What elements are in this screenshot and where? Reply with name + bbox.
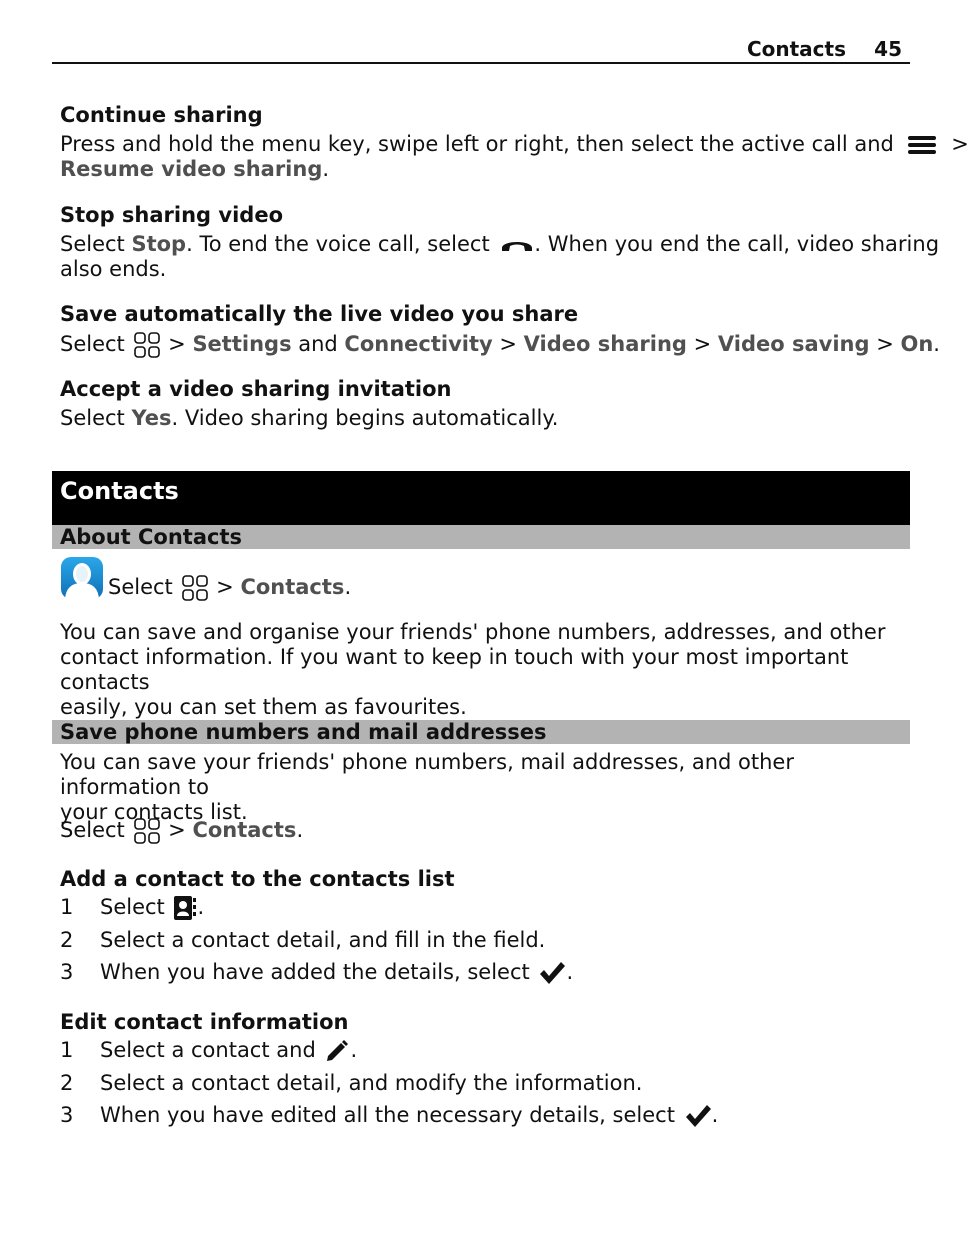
ui-yes: Yes [131, 406, 172, 430]
accept-invitation-heading: Accept a video sharing invitation [60, 377, 452, 401]
ui-video-sharing: Video sharing [523, 332, 687, 356]
checkmark-icon [684, 1103, 712, 1129]
ui-settings: Settings [192, 332, 292, 356]
save-automatically-section: Save automatically the live video you share Select > Settings and Connectivity > Video sharing > Video saving > On. [60, 301, 910, 359]
about-contacts-bar [52, 525, 910, 549]
checkmark-icon [538, 960, 566, 986]
stop-sharing-section: Stop sharing video Select Stop. To end the voice call, select . When you end the call, video sharing also ends. [60, 203, 940, 281]
ui-contacts: Contacts [192, 818, 297, 842]
ui-connectivity: Connectivity [344, 332, 493, 356]
about-contacts-select-line: Select > Contacts. [60, 556, 910, 602]
save-numbers-title: Save phone numbers and mail addresses [60, 720, 547, 744]
ui-video-saving: Video saving [717, 332, 870, 356]
accept-invitation-section: Accept a video sharing invitation Select Yes. Video sharing begins automatically. [60, 376, 910, 431]
pencil-icon [324, 1038, 350, 1064]
path-separator: > [951, 132, 969, 156]
add-contact-icon [173, 895, 197, 921]
stop-sharing-heading: Stop sharing video [60, 203, 283, 227]
save-numbers-bar [52, 720, 910, 744]
continue-sharing-section: Continue sharing Press and hold the menu key, swipe left or right, then select the active call and > Resume video sharing. [60, 103, 969, 181]
save-numbers-select-line: Select > Contacts. [60, 817, 910, 845]
about-contacts-paragraph: You can save and organise your friends' phone numbers, addresses, and other contact information. If you want to keep in touch with your most important contacts easily, you can set them as favourites. [60, 620, 886, 719]
continue-sharing-heading: Continue sharing [60, 103, 263, 127]
add-contact-heading: Add a contact to the contacts list [60, 867, 455, 891]
end-call-icon [500, 236, 534, 254]
about-contacts-title: About Contacts [60, 525, 242, 549]
chapter-title-bar [52, 471, 910, 525]
running-header [52, 36, 910, 64]
apps-grid-icon [181, 574, 209, 602]
apps-grid-icon [133, 817, 161, 845]
ui-on: On [900, 332, 934, 356]
running-header-section: Contacts [746, 37, 846, 61]
save-numbers-paragraph: You can save your friends' phone numbers, mail addresses, and other information to your contacts list. [60, 750, 794, 824]
ui-resume-video-sharing: Resume video sharing [60, 157, 323, 181]
ui-stop: Stop [131, 232, 187, 256]
menu-lines-icon [907, 134, 937, 156]
apps-grid-icon [133, 331, 161, 359]
chapter-title: Contacts [60, 477, 179, 505]
continue-sharing-text: Press and hold the menu key, swipe left or right, then select the active call and [60, 132, 894, 156]
manual-page: Contacts 45 Continue sharing Press and hold the menu key, swipe left or right, then select the active call and > Resume video sharing. Stop sharing video Select Stop. To end the voice call, select . When you end the call, video sharing also ends. Save automatically the live video you share Select > Settings and Connectivity > Video sharing > Video saving > On. Accept a video sharing invitation Select Yes. Video sharing begins automatically. Contacts About Contacts Select > Contacts. You can save and organise your friends' phone numbers, addresses, and other contact information. If you want to keep in touch with your most important contacts easily, you can set them as favourites. Save phone numbers and mail addresses You can save your friends' phone numbers, mail addresses, and other information to your contacts list. Select > Contacts. Add a contact to the contacts list 1 Select . 2 Select a contact detail, and fill in the field. 3 When you have added the details, select . Edit contact information 1 Select a contact and . 2 Select a contact detail, and modify the information. 3 When you have edited all the necessary details, select . [0, 0, 954, 1258]
contacts-app-icon [60, 556, 104, 600]
edit-contact-heading: Edit contact information [60, 1010, 349, 1034]
save-automatically-heading: Save automatically the live video you share [60, 302, 579, 326]
ui-contacts: Contacts [240, 575, 345, 599]
page-number: 45 [874, 37, 902, 61]
